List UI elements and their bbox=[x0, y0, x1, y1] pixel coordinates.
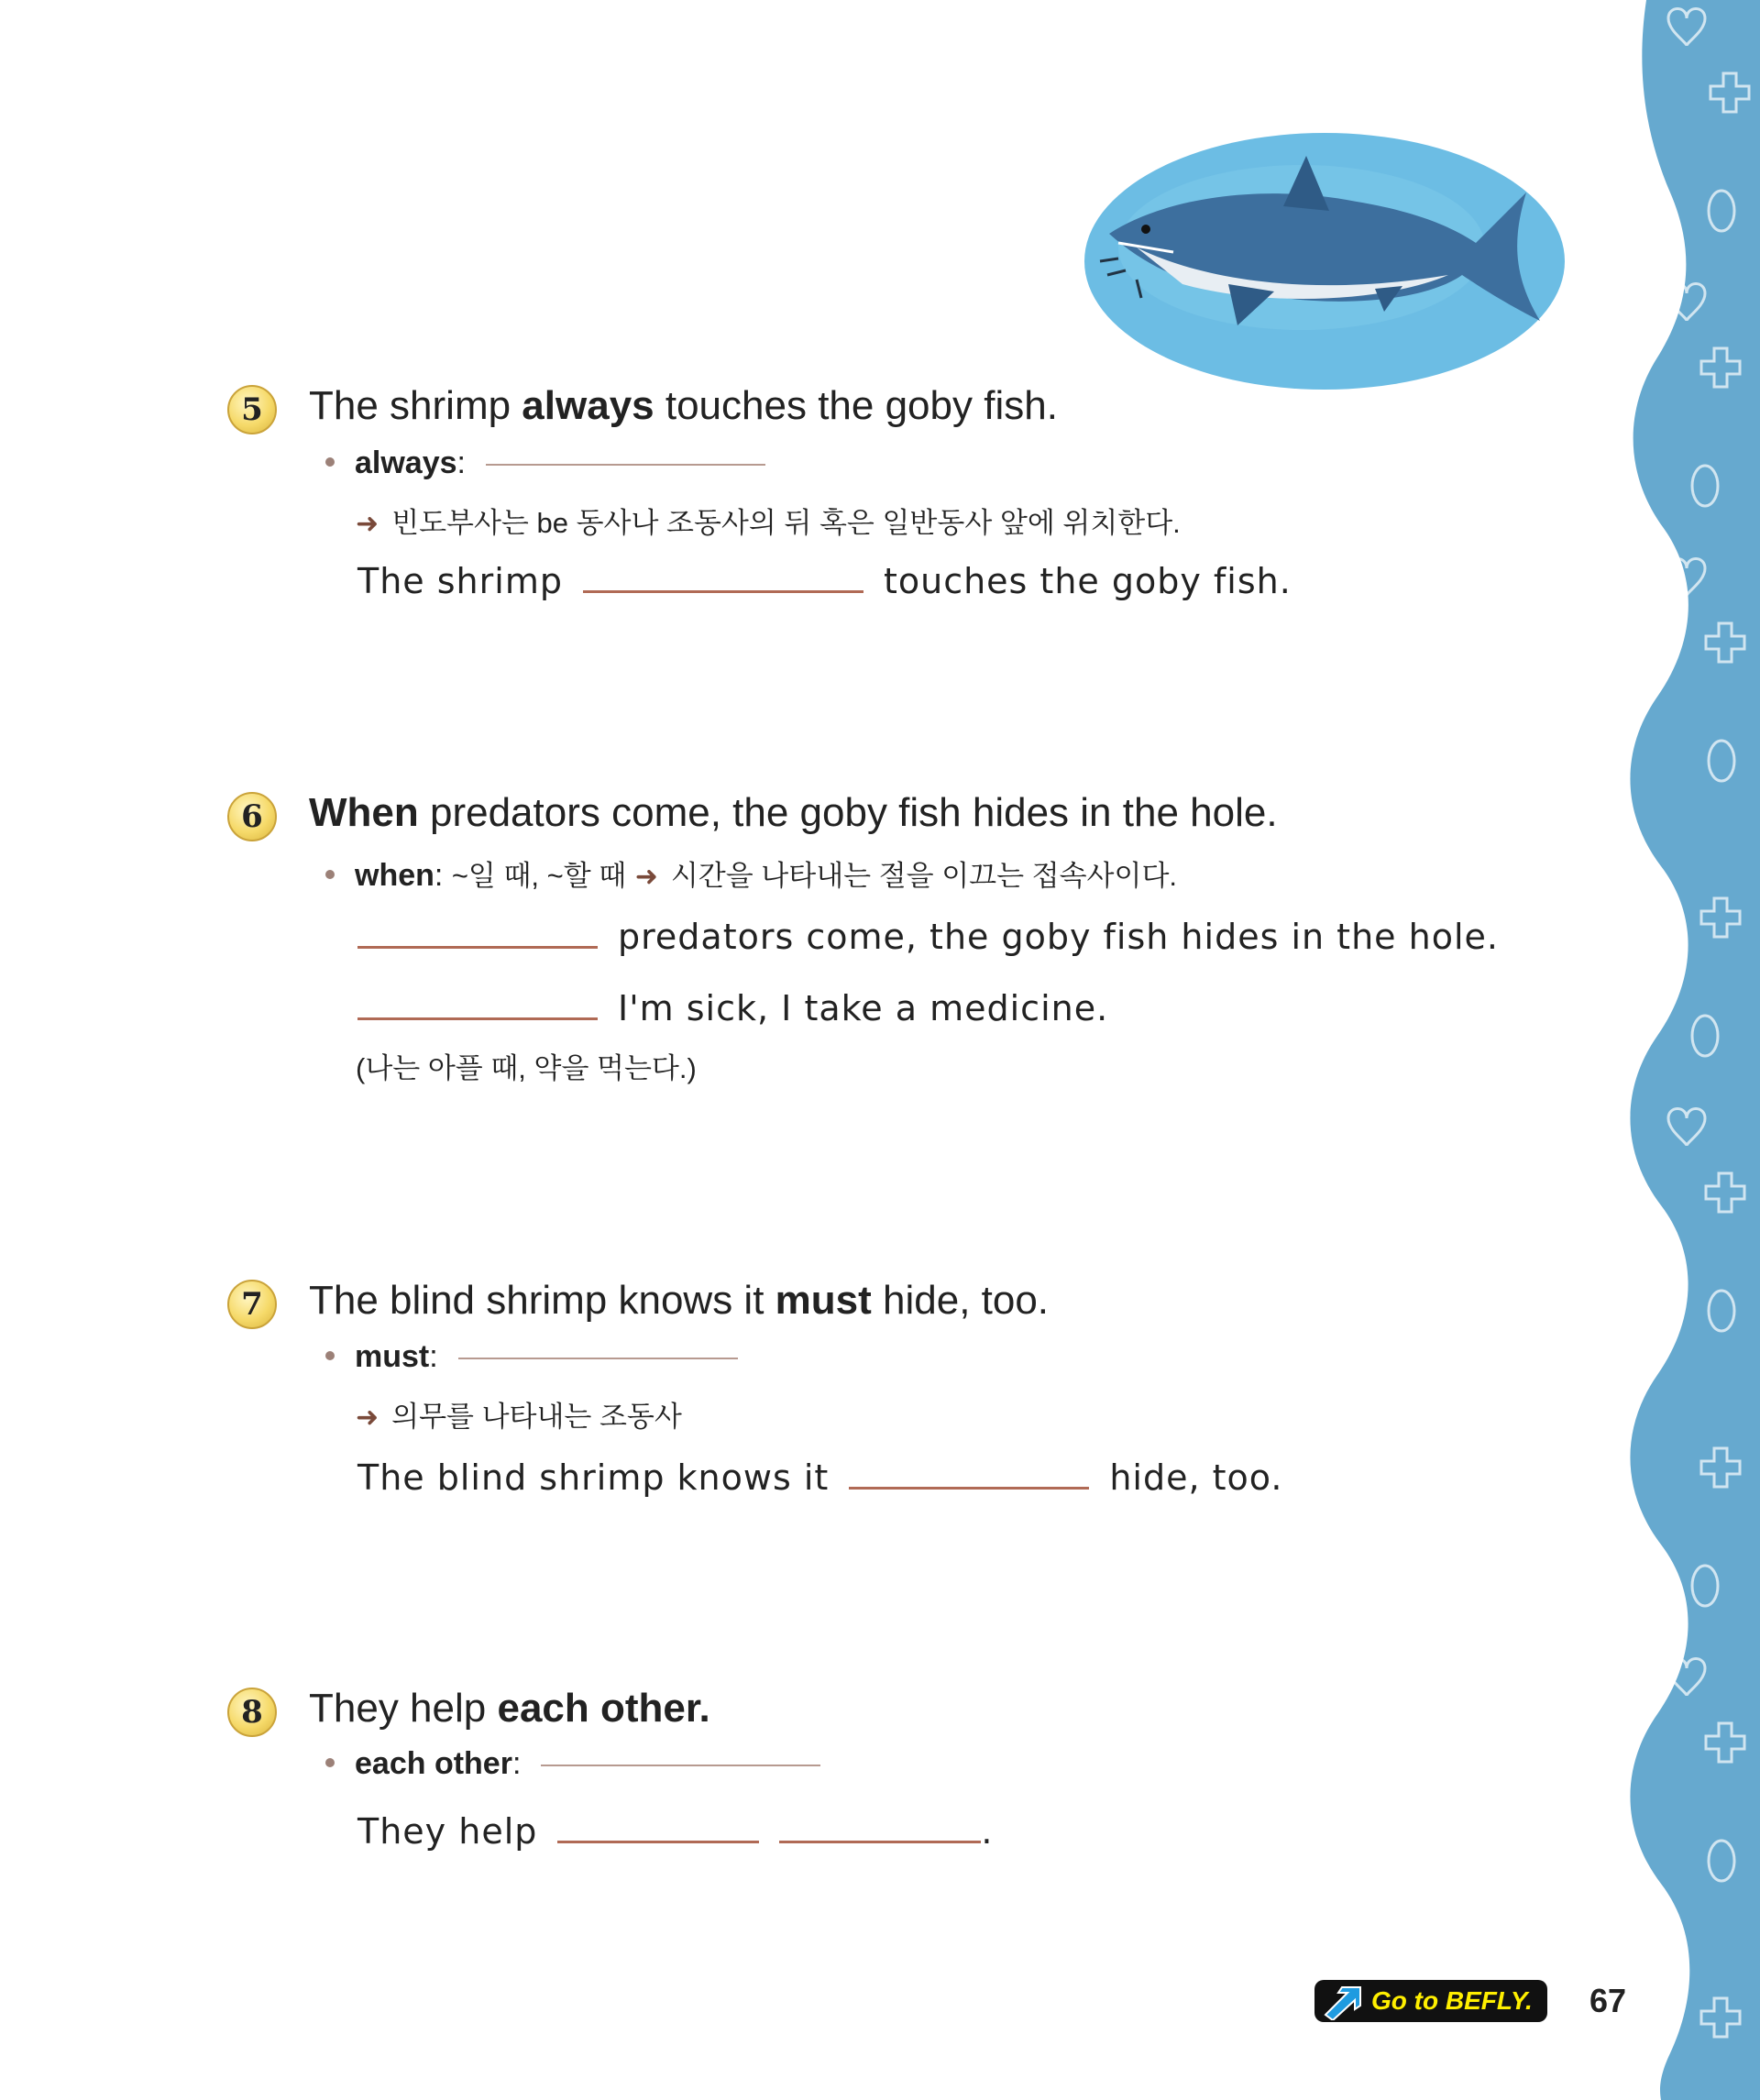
befly-arrow-icon bbox=[1322, 1984, 1364, 2020]
bullet-icon bbox=[325, 457, 335, 467]
answer-blank[interactable] bbox=[458, 1358, 738, 1359]
vocab-line: must: bbox=[325, 1339, 738, 1375]
arrow-right-icon: ➜ bbox=[634, 862, 658, 892]
question-number-badge: 7 bbox=[227, 1280, 277, 1329]
vocab-line: when: ~일 때, ~할 때 ➜ 시간을 나타내는 절을 이끄는 접속사이다. bbox=[325, 852, 1177, 894]
vocab-word: each other bbox=[355, 1746, 512, 1781]
vocab-word: always bbox=[355, 445, 457, 480]
answer-blank[interactable] bbox=[541, 1765, 820, 1766]
shark-illustration bbox=[1082, 128, 1572, 394]
page-number: 67 bbox=[1590, 1982, 1627, 2019]
key-word: each other. bbox=[497, 1686, 710, 1731]
sentence-text: The shrimp bbox=[309, 383, 522, 428]
question-number-badge: 5 bbox=[227, 385, 277, 434]
arrow-right-icon: ➜ bbox=[356, 1402, 380, 1433]
answer-blank[interactable] bbox=[358, 1017, 598, 1020]
bullet-icon bbox=[325, 1351, 335, 1360]
practice-text: hide, too. bbox=[1109, 1457, 1283, 1498]
bullet-icon bbox=[325, 870, 335, 879]
answer-blank[interactable] bbox=[486, 464, 765, 466]
practice-sentence bbox=[358, 1811, 993, 1852]
note-text: 시간을 나타내는 절을 이끄는 접속사이다. bbox=[670, 860, 1178, 892]
translation: (나는 아플 때, 약을 먹는다.) bbox=[356, 1052, 697, 1084]
practice-text: The blind shrimp knows it bbox=[358, 1457, 830, 1498]
vocab-meaning: ~일 때, ~할 때 bbox=[451, 860, 627, 892]
practice-text: I'm sick, I take a medicine. bbox=[618, 988, 1109, 1028]
grammar-note bbox=[356, 1393, 682, 1435]
grammar-note bbox=[356, 500, 1181, 541]
question-number-badge: 6 bbox=[227, 792, 277, 841]
practice-text: touches the goby fish. bbox=[883, 561, 1292, 601]
question-sentence bbox=[309, 1278, 1049, 1324]
sentence-text: touches the goby fish. bbox=[654, 383, 1058, 428]
answer-blank[interactable] bbox=[583, 590, 864, 593]
answer-blank[interactable] bbox=[358, 946, 598, 949]
note-text: 빈도부사는 be 동사나 조동사의 뒤 혹은 일반동사 앞에 위치한다. bbox=[391, 507, 1181, 539]
answer-blank[interactable] bbox=[779, 1841, 981, 1843]
arrow-right-icon: ➜ bbox=[356, 509, 380, 539]
answer-blank[interactable] bbox=[557, 1841, 759, 1843]
sentence-text: The blind shrimp knows it bbox=[309, 1278, 776, 1323]
decorative-side-border bbox=[1604, 0, 1760, 2100]
vocab-line: each other: bbox=[325, 1746, 820, 1782]
key-word: must bbox=[775, 1278, 872, 1323]
go-to-befly-badge bbox=[1314, 1980, 1547, 2022]
note-text: 의무를 나타내는 조동사 bbox=[391, 1401, 682, 1433]
question-sentence bbox=[309, 790, 1278, 836]
question-sentence bbox=[309, 1686, 710, 1732]
vocab-word: when bbox=[355, 858, 434, 893]
question-number-badge: 8 bbox=[227, 1688, 277, 1737]
vocab-line: always: bbox=[325, 445, 765, 481]
practice-text: predators come, the goby fish hides in the hole. bbox=[618, 917, 1499, 957]
practice-sentence bbox=[358, 917, 1499, 957]
sentence-text: hide, too. bbox=[871, 1278, 1050, 1323]
vocab-word: must bbox=[355, 1339, 430, 1374]
answer-blank[interactable] bbox=[849, 1487, 1089, 1490]
key-word: When bbox=[309, 790, 419, 835]
sentence-text: predators come, the goby fish hides in the hole. bbox=[418, 790, 1278, 835]
practice-sentence bbox=[358, 1457, 1282, 1498]
practice-text: The shrimp bbox=[358, 561, 563, 601]
badge-label: Go to BEFLY. bbox=[1371, 1986, 1533, 2015]
practice-text: . bbox=[981, 1811, 994, 1852]
practice-text: They help bbox=[358, 1811, 538, 1852]
question-sentence bbox=[309, 383, 1058, 429]
sentence-text: They help bbox=[309, 1686, 498, 1731]
practice-sentence bbox=[358, 988, 1108, 1028]
key-word: always bbox=[522, 383, 654, 428]
bullet-icon bbox=[325, 1758, 335, 1767]
practice-sentence bbox=[358, 561, 1292, 601]
